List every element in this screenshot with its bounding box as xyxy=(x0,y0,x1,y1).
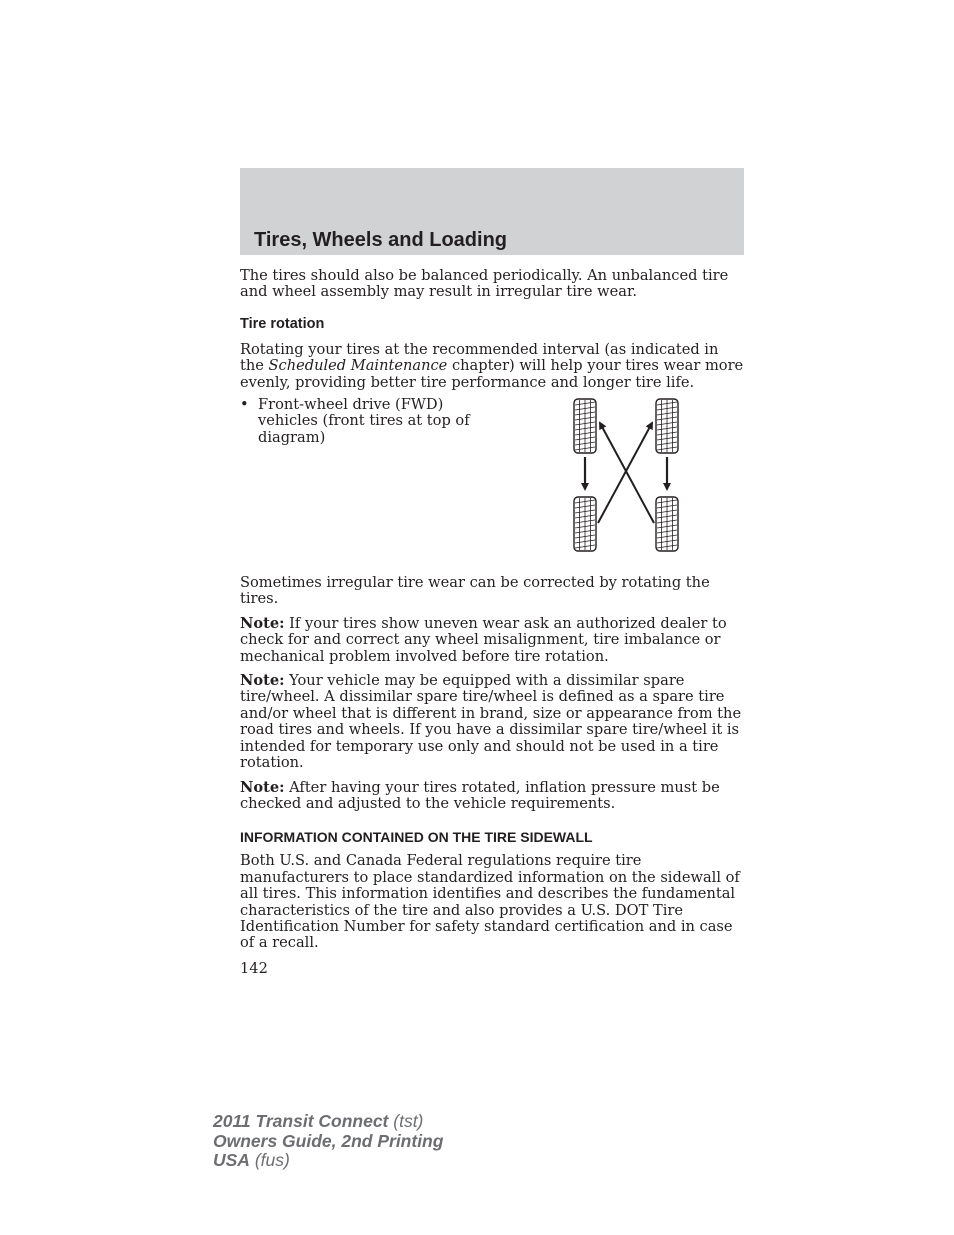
rear-left-tire-icon xyxy=(574,497,596,551)
footer-market: USA xyxy=(213,1150,250,1170)
footer-line-market xyxy=(213,1151,443,1171)
note-label: Note: xyxy=(240,778,285,796)
footer-line-model xyxy=(213,1112,443,1132)
tire-rotation-diagram xyxy=(570,397,690,557)
note-label: Note: xyxy=(240,672,285,690)
page-title: Tires, Wheels and Loading xyxy=(254,229,508,251)
front-left-tire-icon xyxy=(574,399,596,453)
irregular-wear-paragraph: Sometimes irregular tire wear can be corrected by rotating the tires. xyxy=(240,574,710,608)
rear-right-to-front-left-arrow-icon xyxy=(600,423,654,523)
note-uneven-wear xyxy=(240,616,744,665)
rear-left-to-front-right-arrow-icon xyxy=(598,423,652,523)
footer-model: 2011 Transit Connect xyxy=(213,1111,389,1131)
note-inflation-pressure xyxy=(240,780,744,813)
rotation-text-end: chapter) will help your tires wear more evenly, providing better tire performance and longer tire life. xyxy=(240,357,744,391)
footer-line-guide xyxy=(213,1132,443,1152)
header-band xyxy=(240,168,744,255)
intro-paragraph: The tires should also be balanced periodically. An unbalanced tire and wheel assembly may result in irregular tire wear. xyxy=(240,267,729,301)
fwd-bullet-row xyxy=(240,397,744,567)
page-number: 142 xyxy=(240,960,268,977)
scheduled-maintenance-reference: Scheduled Maintenance xyxy=(268,357,448,375)
tire-rotation-paragraph xyxy=(240,342,744,391)
note-dissimilar-spare xyxy=(240,673,744,771)
rear-right-tire-icon xyxy=(656,497,678,551)
tire-rotation-heading: Tire rotation xyxy=(240,315,325,332)
note-text: Your vehicle may be equipped with a dissimilar spare tire/wheel. A dissimilar spare tire/wheel is defined as a spare tire and/or wheel that is different in brand, size or appearance from the road tires and wheels. If you have a dissimilar spare tire/wheel it is intended for temporary use only and should not be used in a tire rotation. xyxy=(240,672,742,772)
page-content xyxy=(240,268,744,952)
fwd-bullet-text: Front-wheel drive (FWD) vehicles (front tires at top of diagram) xyxy=(258,396,470,446)
bullet-icon: • xyxy=(240,396,249,414)
note-text: After having your tires rotated, inflation pressure must be checked and adjusted to the vehicle requirements. xyxy=(240,778,720,812)
rotation-text-start: Rotating your tires at the recommended interval (as indicated in the xyxy=(240,340,719,375)
footer-model-code: (tst) xyxy=(388,1111,424,1131)
footer-guide: Owners Guide, 2nd Printing xyxy=(213,1130,444,1151)
note-text: If your tires show uneven wear ask an authorized dealer to check for and correct any wheel misalignment, tire imbalance or mechanical problem involved before tire rotation. xyxy=(240,614,727,665)
sidewall-section-heading: INFORMATION CONTAINED ON THE TIRE SIDEWALL xyxy=(240,829,593,846)
footer-market-code: (fus) xyxy=(249,1150,290,1170)
note-label: Note: xyxy=(240,614,285,632)
front-right-tire-icon xyxy=(656,399,678,453)
sidewall-paragraph: Both U.S. and Canada Federal regulations require tire manufacturers to place standardized information on the sidewall of all tires. This information identifies and describes the fundamental characteristics of the tire and also provides a U.S. DOT Tire Identification Number for safety standard certification and in case of a recall. xyxy=(240,852,740,952)
footer xyxy=(213,1112,443,1171)
